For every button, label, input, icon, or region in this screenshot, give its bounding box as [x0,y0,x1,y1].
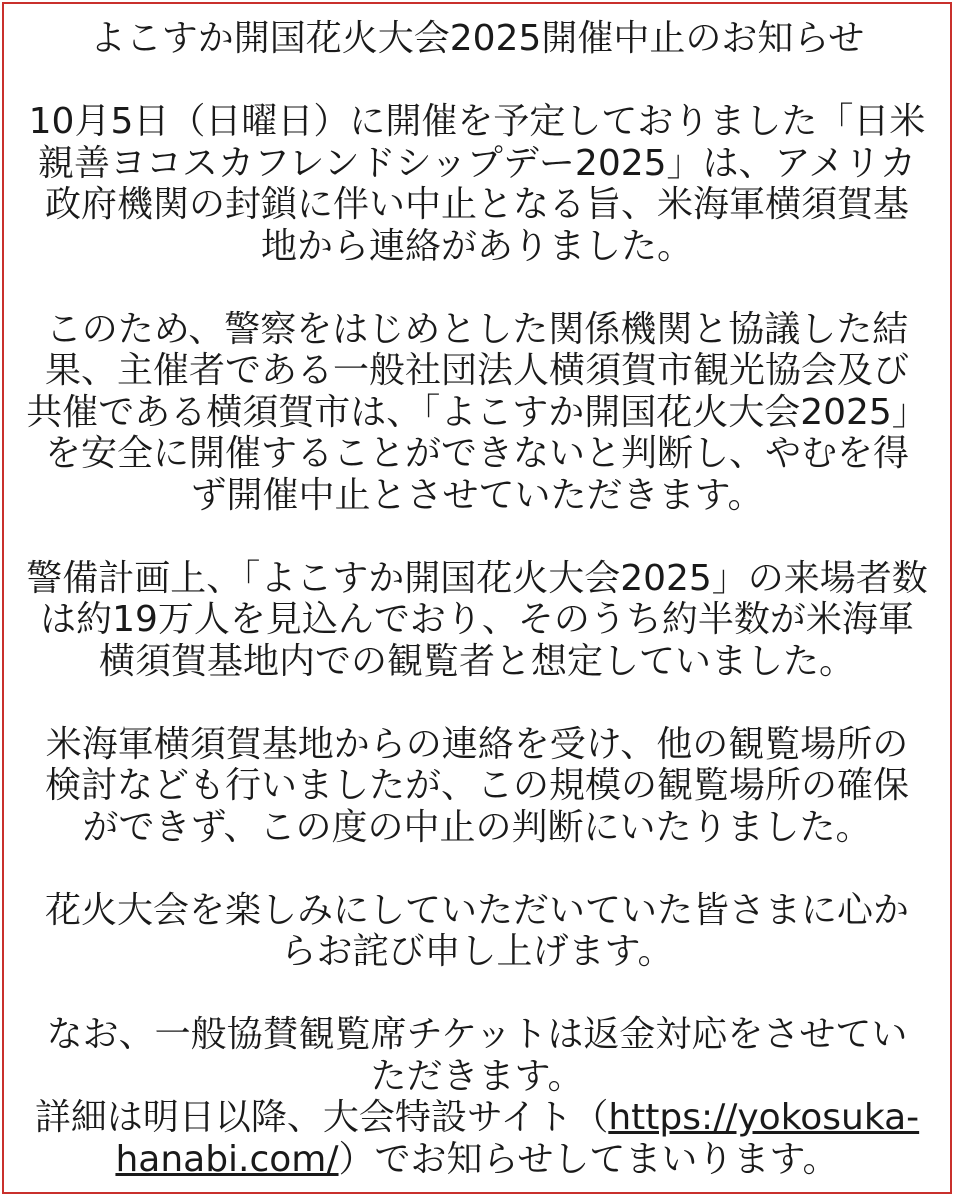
paragraph-apology [4,890,950,973]
notice-content [4,18,950,1180]
notice-panel [2,2,952,1194]
text-line: 検討なども行いましたが、この規模の観覧場所の確保 [44,765,909,806]
text-segment: ）でお知らせしてまいります。 [338,1138,839,1180]
paragraph-attendance [4,558,950,683]
text-line: 親善ヨコスカフレンドシップデー2025」は、アメリカ [37,142,917,184]
paragraph-cancellation-notice [4,101,950,267]
text-line: 政府機関の封鎖に伴い中止となる旨、米海軍横須賀基 [44,184,909,225]
text-line: ず開催中止とさせていただきます。 [190,474,764,516]
paragraph-decision [4,309,950,517]
text-line: このため、警察をはじめとした関係機関と協議した結 [45,308,909,350]
notice-title: よこすか開国花火大会2025開催中止のお知らせ [89,18,865,59]
text-line-with-link [4,1097,950,1139]
text-line: は約19万人を見込んでおり、そのうち約半数が米海軍 [40,599,914,640]
text-line: 共催である横須賀市は、「よこすか開国花火大会2025」 [26,391,928,433]
paragraph-refund [4,1014,950,1180]
text-line: 横須賀基地内での観覧者と想定していました。 [98,640,855,682]
text-line: 地から連絡がありました。 [260,225,693,267]
paragraph-alternatives [4,724,950,849]
text-line: 花火大会を楽しみにしていただいていた皆さまに心か [44,889,909,931]
special-site-link-part2[interactable]: hanabi.com/ [115,1138,339,1180]
text-line: を安全に開催することができないと判断し、やむを得 [44,433,909,474]
text-line: なお、一般協賛観覧席チケットは返金対応をさせてい [46,1014,908,1055]
text-line: 10月5日（日曜日）に開催を予定しておりました「日米 [28,101,926,142]
text-line: らお詫び申し上げます。 [280,931,674,972]
text-segment: 詳細は明日以降、大会特設サイト（ [34,1097,609,1138]
text-line: 米海軍横須賀基地からの連絡を受け、他の観覧場所の [45,723,909,765]
text-line: ができず、この度の中止の判断にいたりました。 [82,806,872,848]
text-line: ただきます。 [370,1055,584,1097]
special-site-link-part1[interactable]: https://yokosuka- [608,1097,920,1138]
text-line-with-link [4,1139,950,1181]
text-line: 警備計画上、「よこすか開国花火大会2025」の来場者数 [26,557,928,599]
text-line: 果、主催者である一般社団法人横須賀市観光協会及び [44,350,909,391]
